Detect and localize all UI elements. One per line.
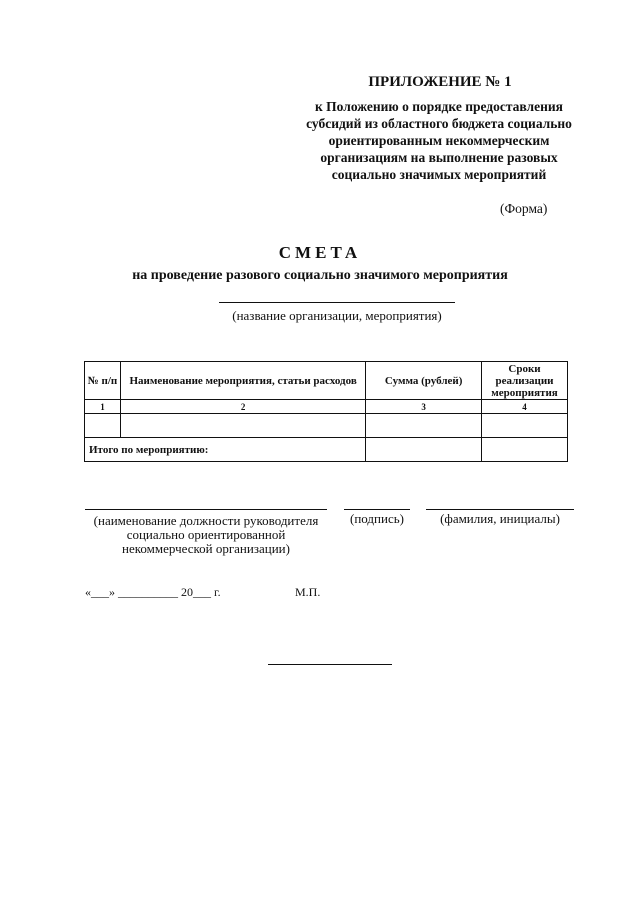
column-number: 3 — [366, 400, 482, 414]
header-deadline: Сроки реализации мероприятия — [482, 362, 568, 400]
stamp-label: М.П. — [295, 585, 321, 599]
form-label: (Форма) — [500, 201, 548, 216]
estimate-table — [84, 361, 568, 462]
appendix-line: социально значимых мероприятий — [331, 167, 547, 182]
position-caption: (наименование должности руководителя социально ориентированной некоммерческой организации) — [93, 513, 319, 556]
column-number: 4 — [482, 400, 568, 414]
date-field: «___» __________ 20___ г. — [85, 585, 221, 599]
column-number-row — [85, 400, 568, 414]
header-item-name: Наименование мероприятия, статьи расходов — [120, 362, 365, 400]
name-line — [426, 509, 574, 510]
table-header-row — [85, 362, 568, 400]
document-subtitle: на проведение разового социально значимого мероприятия — [132, 268, 508, 283]
table-cell[interactable] — [85, 414, 121, 438]
organization-name-line — [219, 302, 455, 303]
appendix-line: ориентированным некоммерческим — [328, 133, 550, 148]
appendix-title: ПРИЛОЖЕНИЕ № 1 — [368, 74, 512, 90]
total-amount-cell[interactable] — [366, 438, 482, 462]
signature-caption: (подпись) — [350, 511, 404, 526]
total-deadline-cell[interactable] — [482, 438, 568, 462]
appendix-description — [280, 98, 598, 183]
table-cell[interactable] — [366, 414, 482, 438]
appendix-line: субсидий из областного бюджета социально — [306, 116, 572, 131]
table-cell[interactable] — [120, 414, 365, 438]
header-amount: Сумма (рублей) — [366, 362, 482, 400]
column-number: 1 — [85, 400, 121, 414]
header-number: № п/п — [85, 362, 121, 400]
organization-name-caption: (название организации, мероприятия) — [232, 308, 442, 323]
table-row — [85, 414, 568, 438]
table-cell[interactable] — [482, 414, 568, 438]
signature-line — [344, 509, 410, 510]
appendix-line: организациям на выполнение разовых — [320, 150, 558, 165]
column-number: 2 — [120, 400, 365, 414]
bottom-divider — [268, 664, 392, 665]
position-line — [85, 509, 327, 510]
name-caption: (фамилия, инициалы) — [440, 511, 560, 526]
appendix-line: к Положению о порядке предоставления — [315, 99, 563, 114]
document-title: СМЕТА — [278, 243, 362, 262]
total-row — [85, 438, 568, 462]
total-label: Итого по мероприятию: — [85, 438, 366, 462]
